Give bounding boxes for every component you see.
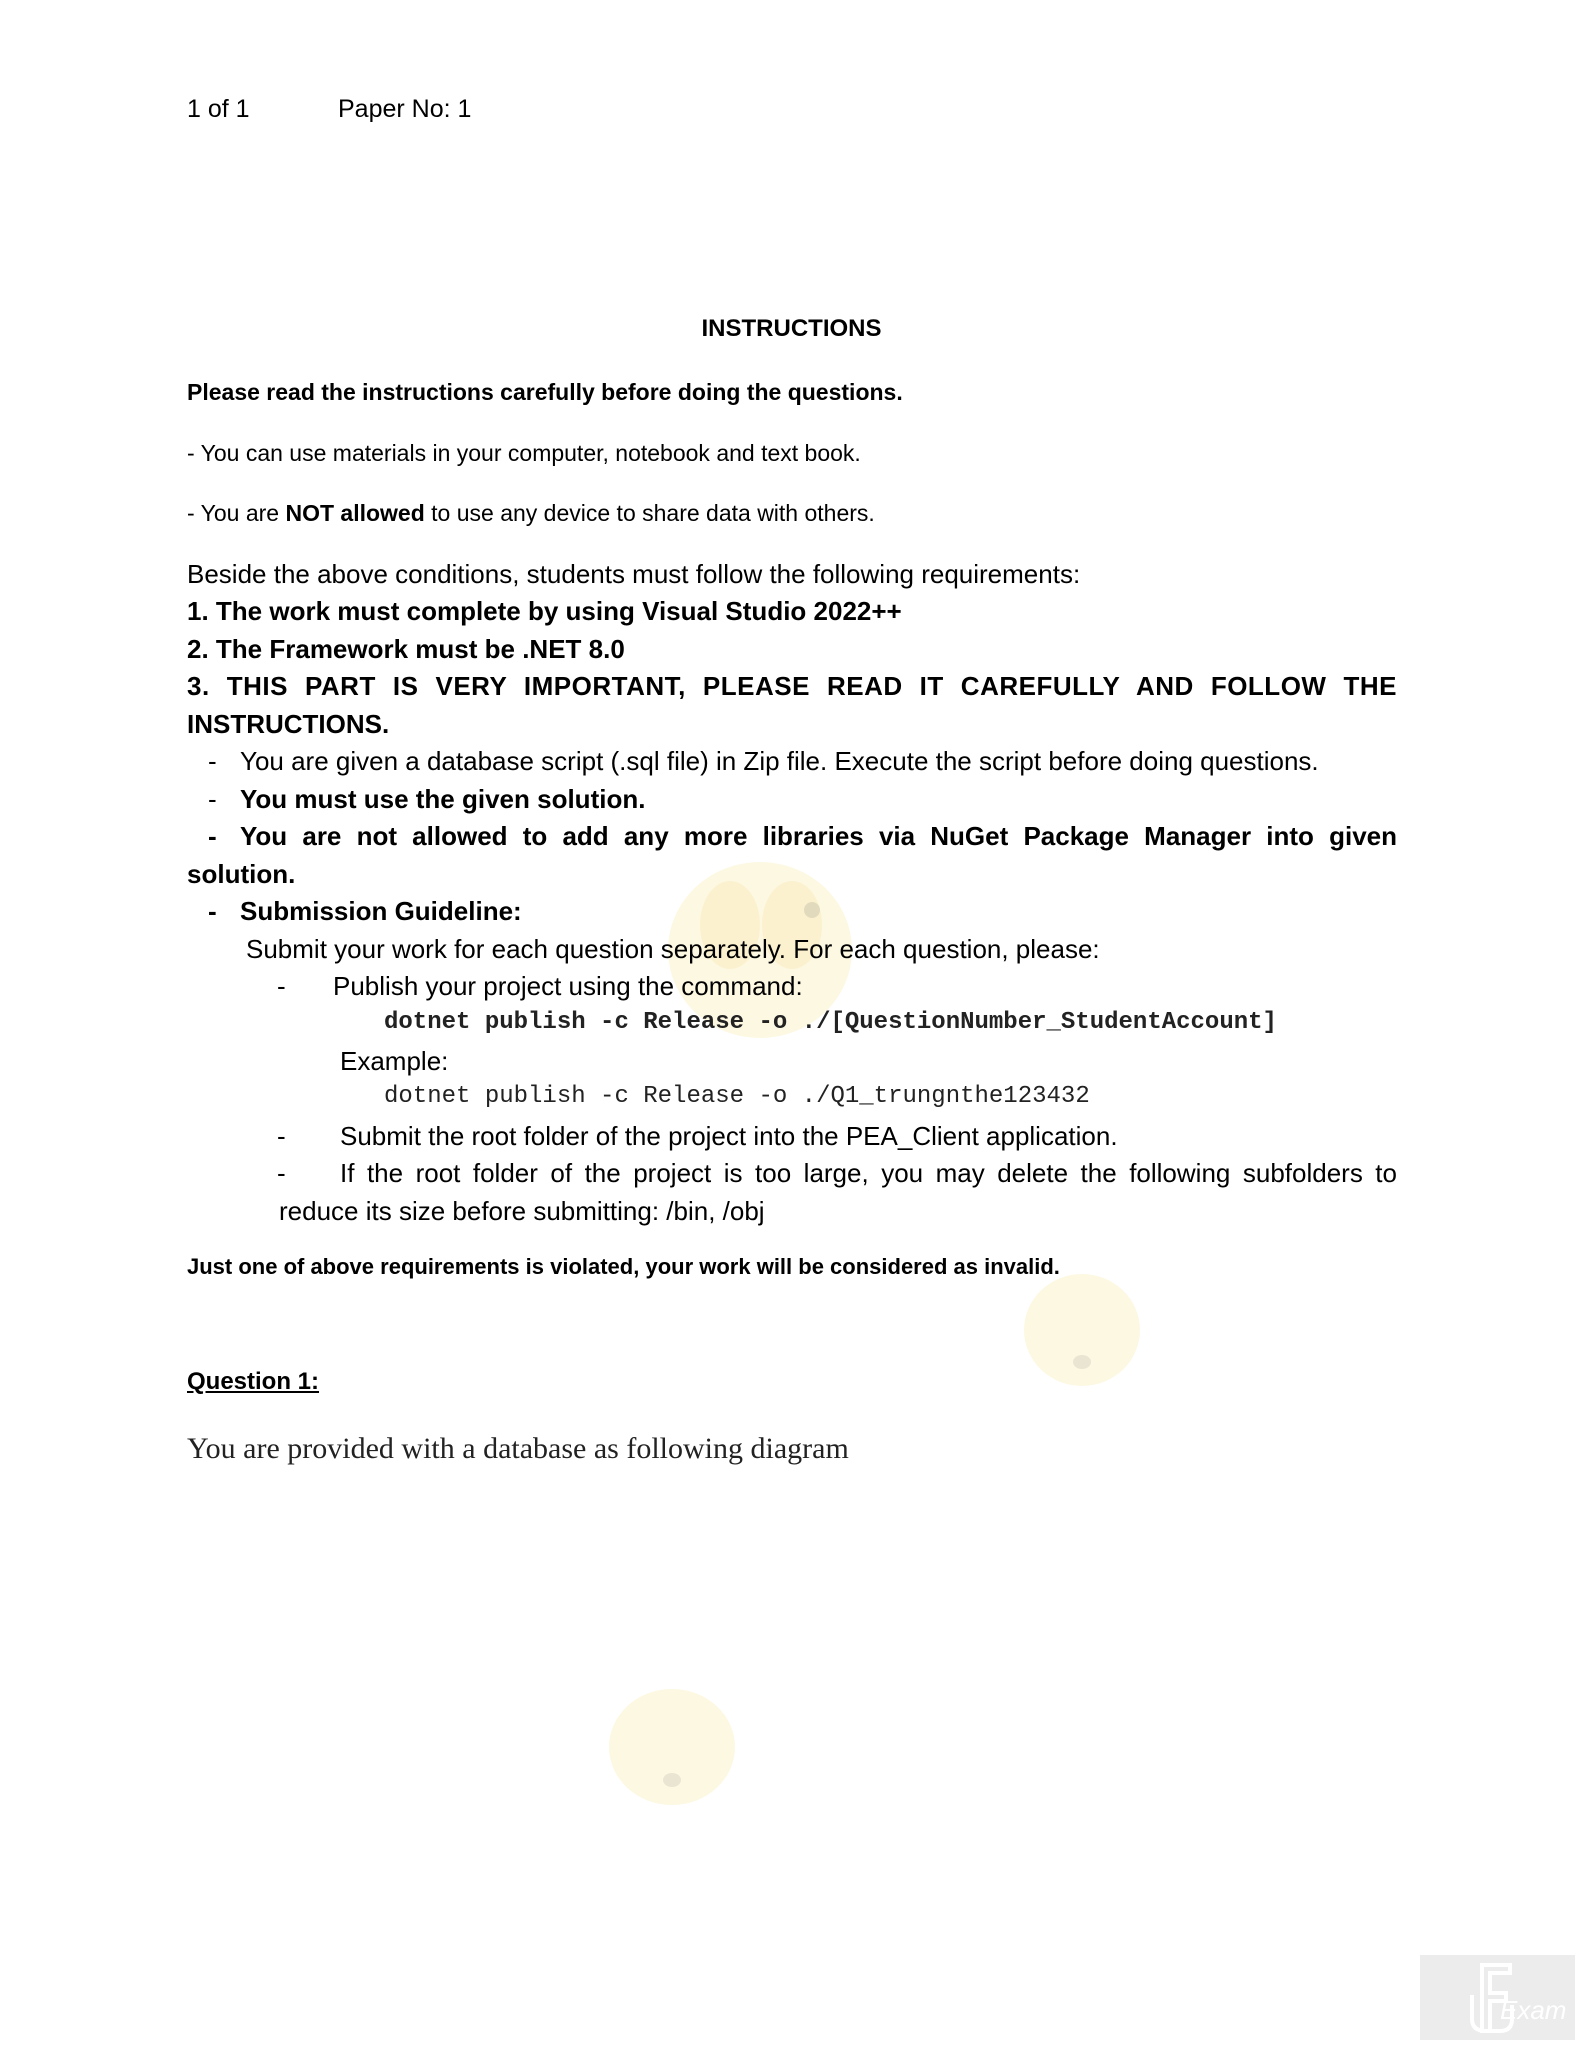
paper-number: Paper No: 1 (338, 95, 472, 123)
rule-no-sharing-suffix: to use any device to share data with others. (424, 500, 875, 526)
page-title: INSTRUCTIONS (701, 315, 882, 342)
bullet-dash: - (208, 784, 217, 814)
bullet-dash: - (208, 896, 217, 926)
logo-text: Exam (1500, 1995, 1567, 2025)
step-too-large-line2: reduce its size before submitting: /bin, /obj (279, 1196, 765, 1226)
rule-no-sharing-bold: NOT allowed (285, 500, 425, 526)
step-too-large-line1: If the root folder of the project is too large, you may delete the following subfolders to (340, 1158, 1397, 1188)
requirement-3-line2: INSTRUCTIONS. (187, 709, 390, 739)
bullet-submission-guideline: Submission Guideline: (240, 896, 522, 926)
step-dash: - (277, 1121, 286, 1151)
bullet-database-script: You are given a database script (.sql file) in Zip file. Execute the script before doing questions. (240, 746, 1319, 776)
requirement-1: 1. The work must complete by using Visual Studio 2022++ (187, 596, 902, 626)
page-count: 1 of 1 (187, 95, 250, 123)
intro-text: Please read the instructions carefully before doing the questions. (187, 379, 903, 405)
bullet-no-libraries-line1: You are not allowed to add any more libraries via NuGet Package Manager into given (240, 821, 1397, 851)
step-dash: - (277, 971, 286, 1001)
invalid-warning: Just one of above requirements is violated, your work will be considered as invalid. (187, 1254, 1060, 1279)
bullet-dash: - (208, 821, 217, 851)
question-heading: Question 1: (187, 1368, 320, 1395)
rule-materials: - You can use materials in your computer, notebook and text book. (187, 440, 861, 466)
step-submit-root: Submit the root folder of the project into the PEA_Client application. (340, 1121, 1118, 1151)
question-text: You are provided with a database as following diagram (187, 1432, 849, 1465)
requirement-2: 2. The Framework must be .NET 8.0 (187, 634, 625, 664)
requirement-3-line1: 3. THIS PART IS VERY IMPORTANT, PLEASE READ IT CAREFULLY AND FOLLOW THE (187, 671, 1397, 701)
requirements-lead: Beside the above conditions, students must follow the following requirements: (187, 559, 1081, 589)
step-dash: - (277, 1158, 286, 1188)
submission-intro: Submit your work for each question separately. For each question, please: (246, 934, 1100, 964)
rule-no-sharing (187, 500, 875, 527)
watermark-icon (605, 1685, 740, 1810)
step-publish: Publish your project using the command: (333, 971, 803, 1001)
example-command: dotnet publish -c Release -o ./Q1_trungnthe123432 (384, 1083, 1090, 1110)
example-label: Example: (340, 1046, 449, 1076)
publish-command: dotnet publish -c Release -o ./[QuestionNumber_StudentAccount] (384, 1009, 1277, 1036)
fu-exam-logo (1420, 1955, 1575, 2040)
watermark-icon (1020, 1270, 1145, 1390)
bullet-dash: - (208, 746, 217, 776)
bullet-given-solution: You must use the given solution. (240, 784, 646, 814)
rule-no-sharing-prefix: - You are (187, 500, 286, 526)
bullet-no-libraries-line2: solution. (187, 859, 296, 889)
